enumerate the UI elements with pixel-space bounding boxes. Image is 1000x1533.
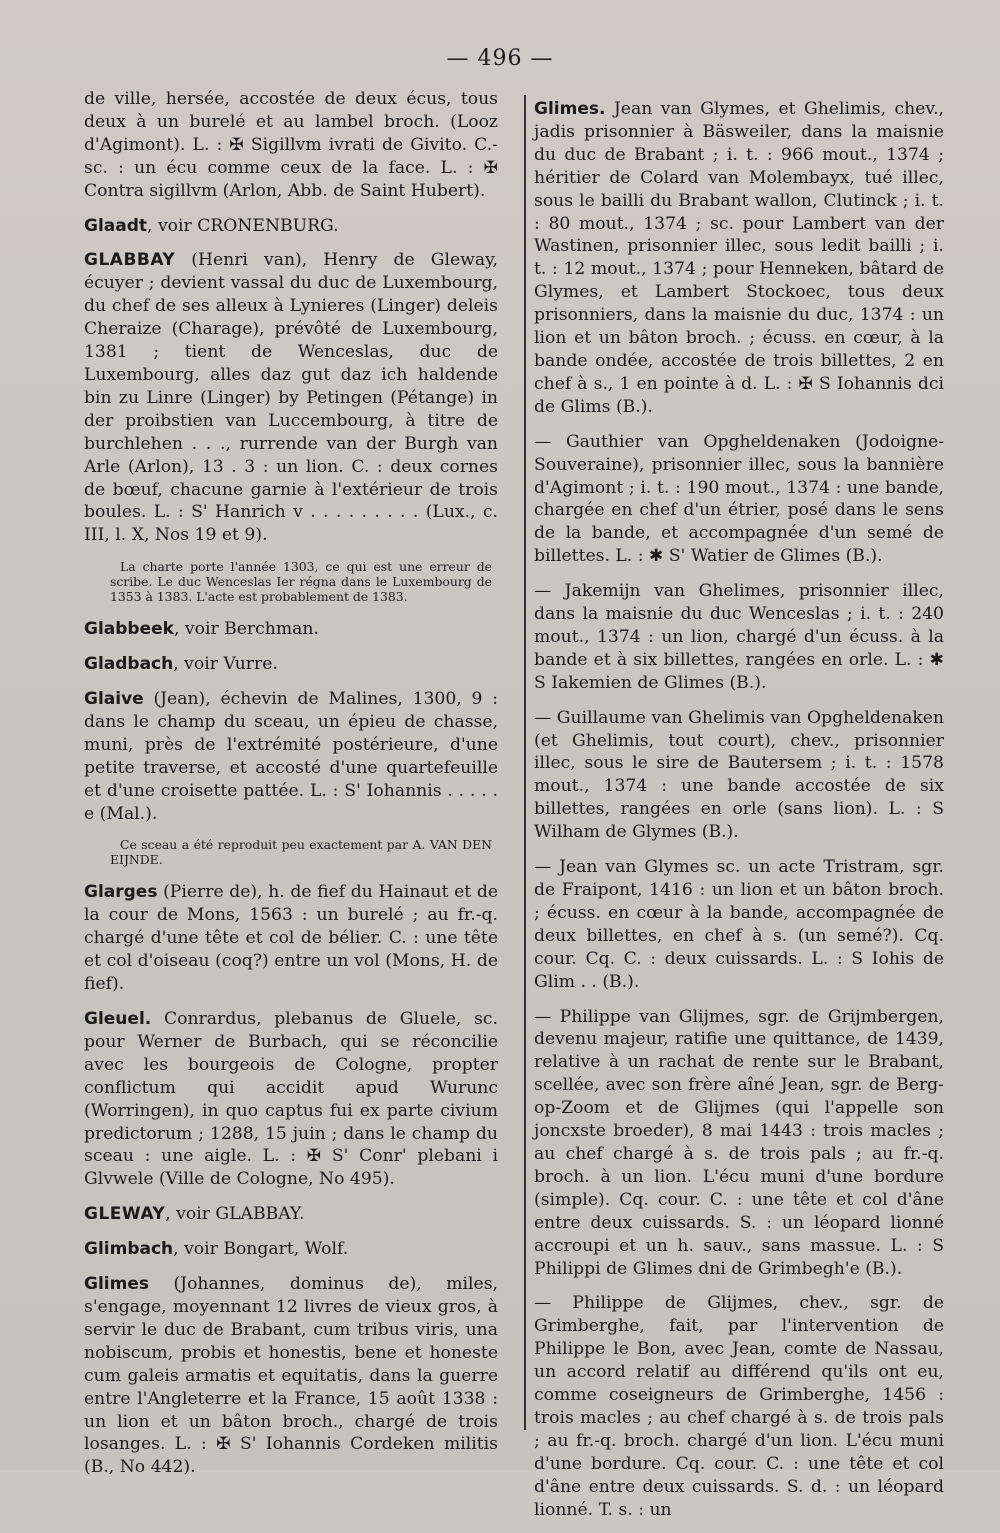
right-column xyxy=(534,98,944,1533)
entry-text: de ville, hersée, accostée de deux écus, tous deux à un burelé et au lambel broch. (Looz d'Agimont). L. : ✠ Sigillvm ivrati de Givito. C.-sc. : un écu comme ceux de la face. L. : ✠ Contra sigillvm (Arlon, Abb. de Saint Hubert). xyxy=(84,89,498,201)
entry-headword: Glaadt xyxy=(84,215,148,236)
entry xyxy=(534,98,944,419)
entry xyxy=(84,88,498,203)
entry-text: , voir Bongart, Wolf. xyxy=(173,1239,349,1260)
entry xyxy=(84,653,498,676)
entry-headword: Glimbach xyxy=(84,1239,174,1260)
entry-text: — Guillaume van Ghelimis van Opgheldenaken (et Ghelimis, tout court), chev., prisonnier illec, sous le sire de Bautersem ; i. t. : 1578 mout., 1374 : une bande accostée de six billettes, rangées en orle (sans lion). L. : S Wilham de Glymes (B.). xyxy=(534,707,944,843)
entry xyxy=(84,688,498,825)
left-column xyxy=(84,88,498,1491)
entry-headword: Glarges xyxy=(84,882,158,903)
footnote: Ce sceau a été reproduit peu exactement par A. VAN DEN EIJNDE. xyxy=(110,837,492,868)
entry-headword: Gleuel. xyxy=(84,1009,152,1029)
entry xyxy=(534,856,944,993)
entry-text: — Gauthier van Opgheldenaken (Jodoigne-Souveraine), prisonnier illec, sous la bannière d'Agimont ; i. t. : 190 mout., 1374 : une bande, chargée en chef d'un étrier, posé dans le sens de la bande, et accompagnée d'un semé de billettes. L. : ✱ S' Watier de Glimes (B.). xyxy=(534,431,944,567)
entry xyxy=(84,881,498,996)
entry xyxy=(84,1203,498,1226)
entry-text: Jean van Glymes, et Ghelimis, chev., jadis prisonnier à Bäsweiler, dans la maisnie du duc de Brabant ; i. t. : 966 mout., 1374 ; héritier de Colard van Molembayx, tué illec, sous le bailli du Brabant wallon, Clutinck ; i. t. : 80 mout., 1374 ; sc. pour Lambert van der Wastinen, prisonnier illec, sous ledit bailli ; i. t. : 12 mout., 1374 ; pour Henneken, bâtard de Glymes, et Lambert Stockoec, tous deux prisonniers, dans la maisnie du duc, 1374 : un lion et un bâton broch. ; écuss. en cœur, à la bande ondée, accostée de trois billettes, 2 en chef à s., 1 en pointe à d. L. : ✠ S Iohannis dci de Glims (B.). xyxy=(534,99,944,417)
entry-headword: Glabbeek xyxy=(84,619,174,640)
entry-headword: Glimes xyxy=(84,1274,149,1295)
entry xyxy=(84,1273,498,1479)
entry-text: (Johannes, dominus de), miles, s'engage, moyennant 12 livres de vieux gros, à servir le duc de Brabant, cum tribus viris, una nobiscum, probis et honestis, bene et honeste cum galeis armatis et equitatis, dans la guerre entre l'Angleterre et la France, 15 août 1338 : un lion et un bâton broch., chargé de trois losanges. L. : ✠ S' Iohannis Cordeken militis (B., No 442). xyxy=(84,1274,498,1478)
entry-headword: Gladbach xyxy=(84,654,174,675)
entry-text: , voir Berchman. xyxy=(173,619,319,640)
entry-text: , voir CRONENBURG. xyxy=(147,215,339,236)
entry xyxy=(534,1292,944,1521)
page-number: — 496 — xyxy=(446,46,554,71)
footnote: La charte porte l'année 1303, ce qui est une erreur de scribe. Le duc Wenceslas Ier régna dans le Luxembourg de 1353 à 1383. L'acte est probablement de 1383. xyxy=(110,559,492,605)
entry-text: , voir GLABBAY. xyxy=(165,1204,305,1225)
entry xyxy=(84,618,498,641)
entry-text: Conrardus, plebanus de Gluele, sc. pour Werner de Burbach, qui se réconcilie avec les bourgeois de Cologne, propter conflictum qui accidit apud Wurunc (Worringen), in quo captus fui ex parte civium predictorum ; 1288, 15 juin ; dans le champ du sceau : une aigle. L. : ✠ S' Conr' plebani i Glvwele (Ville de Cologne, No 495). xyxy=(84,1009,498,1190)
entry-text: , voir Vurre. xyxy=(173,654,278,675)
column-divider xyxy=(524,95,526,1430)
entry xyxy=(534,707,944,844)
entry-text: — Philippe de Glijmes, chev., sgr. de Grimberghe, fait, par l'intervention de Philippe le Bon, avec Jean, comte de Nassau, un accord relatif au différend qu'ils ont eu, comme coseigneurs de Grimberghe, 1456 : trois macles ; au chef chargé à s. de trois pals ; au fr.-q. broch. chargé d'un lion. L'écu muni d'une bordure. Cq. cour. C. : une tête et col d'âne entre deux cuissards. S. d. : un léopard lionné. T. s. : un xyxy=(534,1293,944,1520)
entry xyxy=(84,1238,498,1261)
entry xyxy=(84,249,498,547)
entry-text: (Pierre de), h. de fief du Hainaut et de la cour de Mons, 1563 : un burelé ; au fr.-q. chargé d'une tête et col de bélier. C. : une tête et col d'oiseau (coq?) entre un vol (Mons, H. de fief). xyxy=(84,882,498,995)
entry-headword: Glaive xyxy=(84,689,144,710)
entry xyxy=(534,431,944,568)
entry xyxy=(84,1008,498,1191)
entry-headword: Glimes. xyxy=(534,99,606,119)
entry xyxy=(534,580,944,695)
entry xyxy=(534,1006,944,1281)
entry-text: — Jean van Glymes sc. un acte Tristram, sgr. de Fraipont, 1416 : un lion et un bâton broch. ; écuss. en cœur à la bande, accompagnée de deux billettes, en chef à s. (un semé?). Cq. cour. Cq. C. : deux cuissards. L. : S Iohis de Glim . . (B.). xyxy=(534,857,944,992)
entry-text: (Henri van), Henry de Gleway, écuyer ; devient vassal du duc de Luxembourg, du chef de ses alleux à Lynieres (Linger) deleis Cheraize (Charage), prévôté de Luxembourg, 1381 ; tient de Wenceslas, duc de Luxembourg, alles daz gut daz ich haldende bin zu Linre (Linger) by Petingen (Pétange) in der proibstien van Luccembourg, à titre de burchlehen . . ., rurrende van der Burgh van Arle (Arlon), 13 . 3 : un lion. C. : deux cornes de bœuf, chacune garnie à l'extérieur de trois boules. L. : S' Hanrich v . . . . . . . . . (Lux., c. III, l. X, Nos 19 et 9). xyxy=(84,250,498,546)
entry-text: — Philippe van Glijmes, sgr. de Grijmbergen, devenu majeur, ratifie une quittance, de 1439, relative à un rachat de rente sur le Brabant, scellée, avec son frère aîné Jean, sgr. de Berg-op-Zoom et de Glijmes (qui l'appelle son joncxste broeder), 8 mai 1443 : trois macles ; au chef chargé à s. de trois pals ; au fr.-q. broch. à un lion. L'écu muni d'une bordure (simple). Cq. cour. C. : une tête et col d'âne entre deux cuissards. S. : un léopard lionné accroupi et un h. sauv., sans massue. L. : S Philippi de Glimes dni de Grimbegh'e (B.). xyxy=(534,1006,944,1279)
entry-headword: GLEWAY xyxy=(84,1204,166,1225)
entry-text: (Jean), échevin de Malines, 1300, 9 : dans le champ du sceau, un épieu de chasse, muni, près de l'extrémité postérieure, d'une petite traverse, et accosté d'une quartefeuille et d'une croisette pattée. L. : S' Iohannis . . . . . e (Mal.). xyxy=(84,689,498,824)
entry xyxy=(84,215,498,238)
entry-text: — Jakemijn van Ghelimes, prisonnier illec, dans la maisnie du duc Wenceslas ; i. t. : 240 mout., 1374 : un lion, chargé d'un écuss. à la bande et à six billettes, rangées en orle. L. : ✱ S Iakemien de Glimes (B.). xyxy=(534,581,944,693)
entry-headword: GLABBAY xyxy=(84,250,176,271)
